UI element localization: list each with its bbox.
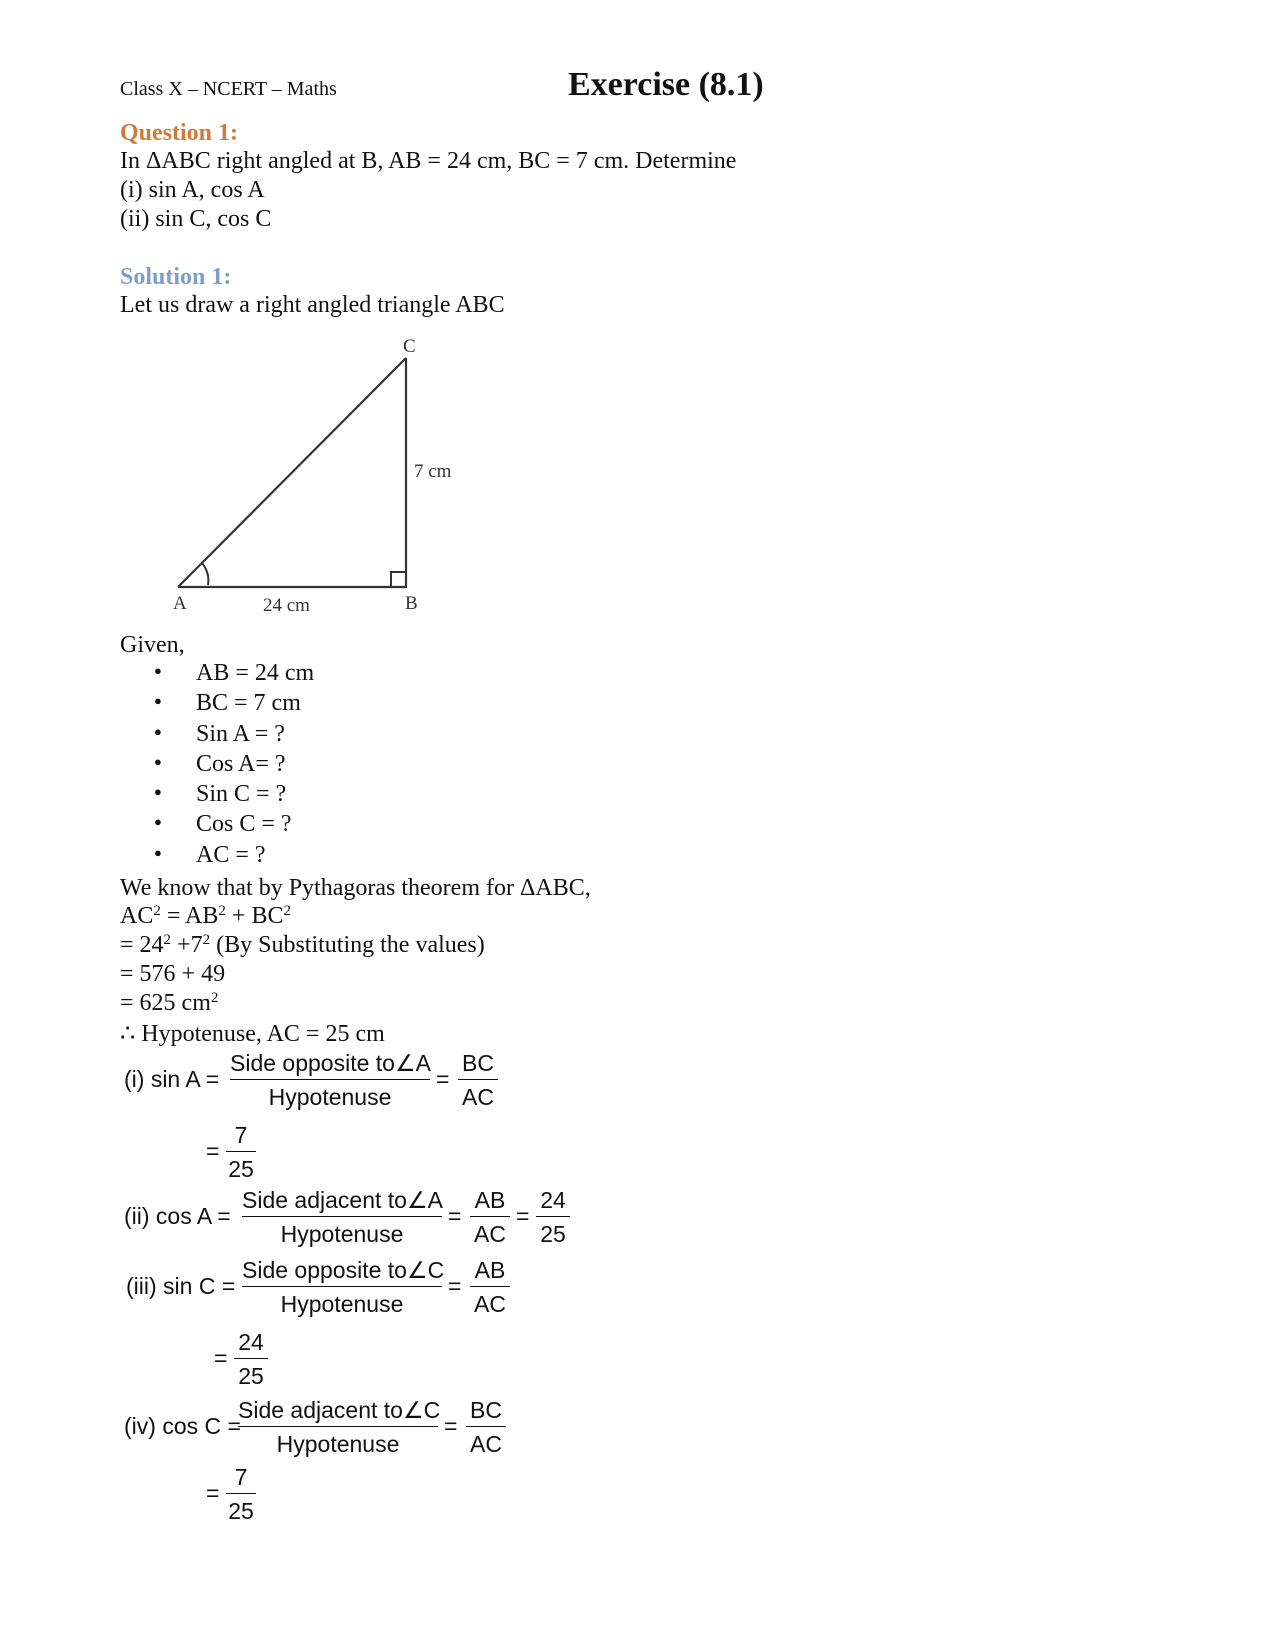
list-item: ● BC = 7 cm — [150, 690, 314, 720]
formula-label: (iii) sin C = — [126, 1273, 236, 1299]
list-item: ● AC = ? — [150, 842, 314, 872]
formula-cos-c-result — [120, 1462, 320, 1528]
header-class-label: Class X – NCERT – Maths — [120, 78, 337, 100]
fraction: AB AC — [470, 1185, 510, 1249]
page-title: Exercise (8.1) — [568, 66, 764, 103]
fraction: Side adjacent to∠A Hypotenuse — [242, 1187, 443, 1247]
given-label: Given, — [120, 632, 185, 658]
given-list — [150, 660, 314, 872]
fraction: 7 25 — [226, 1462, 256, 1526]
list-item: ● AB = 24 cm — [150, 660, 314, 690]
equals-sign: = — [206, 1138, 220, 1164]
side-ac — [178, 358, 406, 587]
question-heading: Question 1: — [120, 120, 239, 146]
list-item: ● Sin C = ? — [150, 781, 314, 811]
vertex-c-label: C — [403, 336, 416, 357]
vertex-a-label: A — [173, 593, 187, 614]
equation-2: = $24^2 +7^2$ (By Substituting the values) — [120, 932, 485, 958]
fraction: AB AC — [470, 1255, 510, 1319]
fraction: 7 25 — [226, 1120, 256, 1184]
equals-sign: = — [448, 1273, 462, 1299]
fraction: 24 25 — [234, 1327, 268, 1391]
solution-heading: Solution 1: — [120, 264, 232, 290]
equation-5: ∴ Hypotenuse, AC = 25 cm — [120, 1021, 385, 1047]
triangle-diagram — [0, 0, 1275, 640]
fraction: 24 25 — [536, 1185, 570, 1249]
formula-sin-a-result — [120, 1120, 320, 1186]
fraction: BC AC — [466, 1395, 506, 1459]
angle-a-arc — [202, 563, 208, 585]
right-angle-marker — [391, 572, 406, 587]
formula-sin-c-result — [120, 1327, 320, 1393]
equals-sign: = — [444, 1413, 458, 1439]
question-line: (ii) sin C, cos C — [120, 206, 272, 232]
formula-label: (i) sin A = — [124, 1066, 220, 1092]
fraction: Side opposite to∠C Hypotenuse — [242, 1257, 445, 1317]
solution-intro: Let us draw a right angled triangle ABC — [120, 292, 505, 318]
equals-sign: = — [436, 1066, 450, 1092]
side-ab-label: 24 cm — [263, 595, 310, 616]
equals-sign: = — [516, 1203, 530, 1229]
equation-4: = 625 $cm^2$ — [120, 990, 219, 1016]
fraction: BC AC — [458, 1048, 498, 1112]
formula-label: (ii) cos A = — [124, 1203, 231, 1229]
equation-1: $AC^2 = AB^2 + BC^2$ — [120, 903, 291, 929]
list-item: ● Cos C = ? — [150, 811, 314, 841]
equals-sign: = — [206, 1480, 220, 1506]
equals-sign: = — [214, 1345, 228, 1371]
question-line: (i) sin A, cos A — [120, 177, 265, 203]
equation-3: = 576 + 49 — [120, 961, 226, 987]
question-line: In ΔABC right angled at B, AB = 24 cm, BC = 7 cm. Determine — [120, 148, 737, 174]
pythagoras-intro: We know that by Pythagoras theorem for ΔABC, — [120, 875, 591, 901]
formula-sin-a — [120, 1048, 540, 1114]
formula-cos-a — [120, 1185, 580, 1251]
list-item: ● Sin A = ? — [150, 721, 314, 751]
side-bc-label: 7 cm — [414, 461, 452, 482]
vertex-b-label: B — [405, 593, 418, 614]
fraction: Side opposite to∠A Hypotenuse — [230, 1050, 431, 1110]
formula-label: (iv) cos C = — [124, 1413, 241, 1439]
formula-cos-c — [120, 1395, 540, 1461]
formula-sin-c — [120, 1255, 540, 1321]
list-item: ● Cos A= ? — [150, 751, 314, 781]
fraction: Side adjacent to∠C Hypotenuse — [238, 1397, 441, 1457]
equals-sign: = — [448, 1203, 462, 1229]
